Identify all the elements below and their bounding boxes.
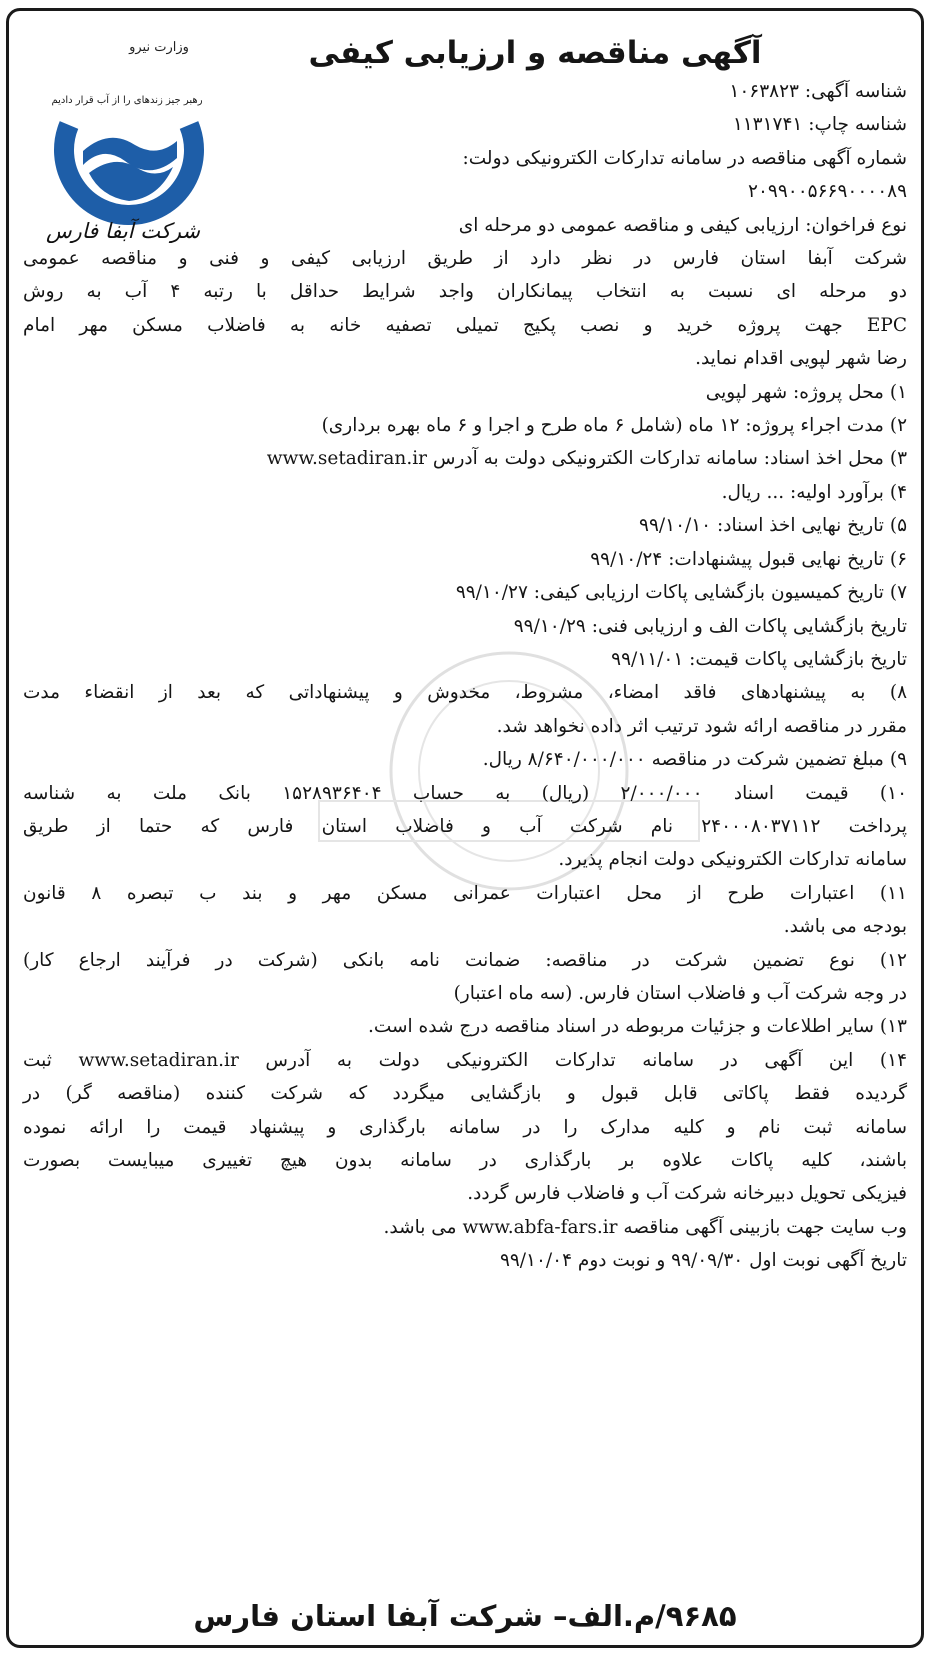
item-14-line-4: باشند، کلیه پاکات علاوه بر بارگذاری در سامانه بدون هیچ تغییری میبایست بصورت (23, 1150, 907, 1171)
svg-text:شرکت آبفا فارس: شرکت آبفا فارس (45, 219, 201, 243)
item-9-guarantee: ۹) مبلغ تضمین شرکت در مناقصه ۸/۶۴۰/۰۰۰/۰۰۰ ریال. (482, 749, 907, 771)
svg-text:وزارت نیرو: وزارت نیرو (129, 40, 189, 55)
item-10-line-2: پرداخت ۲۴۰۰۰۸۰۳۷۱۱۲ نام شرکت آب و فاضلاب استان فارس که حتما از طریق (23, 815, 907, 837)
item-1-location: ۱) محل پروژه: شهر لپویی (705, 381, 907, 403)
intro-line-3: EPC جهت پروژه خرید و نصب پکیج تمیلی تصفیه خانه به فاضلاب مسکن مهر امام (23, 314, 907, 336)
tender-number-label: شماره آگهی مناقصه در سامانه تدارکات الکترونیکی دولت: (462, 147, 907, 169)
item-4-estimate: ۴) برآورد اولیه: ... ریال. (721, 481, 907, 503)
footer-signature: ۹۶۸۵/م.الف– شرکت آبفا استان فارس (193, 1599, 737, 1633)
item-14-line-1: ۱۴) این آگهی در سامانه تدارکات الکترونیکی دولت به آدرس www.setadiran.ir ثبت (23, 1049, 908, 1071)
svg-text:رهبر جیز زندهای را از آب قرار: رهبر جیز زندهای را از آب قرار دادیم (51, 95, 203, 106)
publication-dates-line: تاریخ آگهی نوبت اول ۹۹/۰۹/۳۰ و نوبت دوم ۹۹/۱۰/۰۴ (499, 1250, 907, 1272)
item-14-line-3: سامانه ثبت نام و کلیه مدارک را در سامانه بارگذاری و پیشنهاد قیمت را ارائه نموده (23, 1116, 907, 1138)
item-13: ۱۳) سایر اطلاعات و جزئیات مربوطه در اسناد مناقصه درج شده است. (367, 1016, 907, 1038)
notice-title: آگهی مناقصه و ارزیابی کیفی (308, 35, 762, 71)
notice-frame (6, 8, 924, 1648)
item-11-line-2: بودجه می باشد. (783, 916, 907, 938)
item-3-documents: ۳) محل اخذ اسناد: سامانه تدارکات الکترونیکی دولت به آدرس www.setadiran.ir (266, 448, 907, 470)
tender-number-value: ۲۰۹۹۰۰۵۶۶۹۰۰۰۰۸۹ (748, 181, 907, 203)
item-11-line-1: ۱۱) اعتبارات طرح از محل اعتبارات عمرانی مسکن مهر و بند ب تبصره ۸ قانون (23, 882, 907, 904)
item-5-doc-deadline: ۵) تاریخ نهایی اخذ اسناد: ۹۹/۱۰/۱۰ (639, 515, 907, 537)
call-type-line: نوع فراخوان: ارزیابی کیفی و مناقصه عمومی دو مرحله ای (458, 214, 907, 236)
item-12-line-1: ۱۲) نوع تضمین شرکت در مناقصه: ضمانت نامه بانکی (شرکت در فرآیند ارجاع کار) (23, 949, 907, 971)
item-10-line-3: سامانه تدارکات الکترونیکی دولت انجام پذیرد. (558, 849, 907, 871)
item-10-line-1: ۱۰) قیمت اسناد ۲/۰۰۰/۰۰۰ (ریال) به حساب ۱۵۲۸۹۳۶۴۰۴ بانک ملت به شناسه (23, 782, 908, 804)
item-8-line-2: مقرر در مناقصه ارائه شود ترتیب اثر داده نخواهد شد. (496, 715, 907, 737)
ad-id-line: شناسه آگهی: ۱۰۶۳۸۲۳ (729, 81, 907, 102)
item-14-line-5: فیزیکی تحویل دبیرخانه شرکت آب و فاضلاب فارس گردد. (467, 1183, 907, 1205)
item-7-quality-opening: ۷) تاریخ کمیسیون بازگشایی پاکات ارزیابی کیفی: ۹۹/۱۰/۲۷ (455, 582, 907, 604)
item-14-line-2: گردیده فقط پاکاتی قابل قبول و بازگشایی میگردد که شرکت کننده (مناقصه گر) در (23, 1083, 907, 1105)
intro-line-4: رضا شهر لپویی اقدام نماید. (695, 348, 907, 370)
website-line: وب سایت جهت بازبینی آگهی مناقصه www.abfa-fars.ir می باشد. (383, 1216, 907, 1238)
intro-line-2: دو مرحله ای نسبت به انتخاب پیمانکاران واجد شرایط حداقل با رتبه ۴ آب به روش (23, 281, 907, 303)
item-2-duration: ۲) مدت اجراء پروژه: ۱۲ ماه (شامل ۶ ماه طرح و اجرا و ۶ ماه بهره برداری) (321, 415, 907, 437)
item-7-price-opening: تاریخ بازگشایی پاکات قیمت: ۹۹/۱۱/۰۱ (611, 648, 907, 670)
item-7-technical-opening: تاریخ بازگشایی پاکات الف و ارزیابی فنی: ۹۹/۱۰/۲۹ (513, 615, 907, 637)
item-8-line-1: ۸) به پیشنهادهای فاقد امضاء، مشروط، مخدوش و پیشنهاداتی که بعد از انقضاء مدت (23, 682, 907, 704)
intro-line-1: شرکت آبفا استان فارس در نظر دارد از طریق ارزیابی کیفی و فنی و مناقصه عمومی (23, 248, 907, 270)
print-id-line: شناسه چاپ: ۱۱۳۱۷۴۱ (732, 114, 907, 136)
item-12-line-2: در وجه شرکت آب و فاضلاب استان فارس. (سه ماه اعتبار) (453, 982, 907, 1004)
item-6-bid-deadline: ۶) تاریخ نهایی قبول پیشنهادات: ۹۹/۱۰/۲۴ (590, 548, 907, 570)
notice-body (23, 17, 907, 1639)
